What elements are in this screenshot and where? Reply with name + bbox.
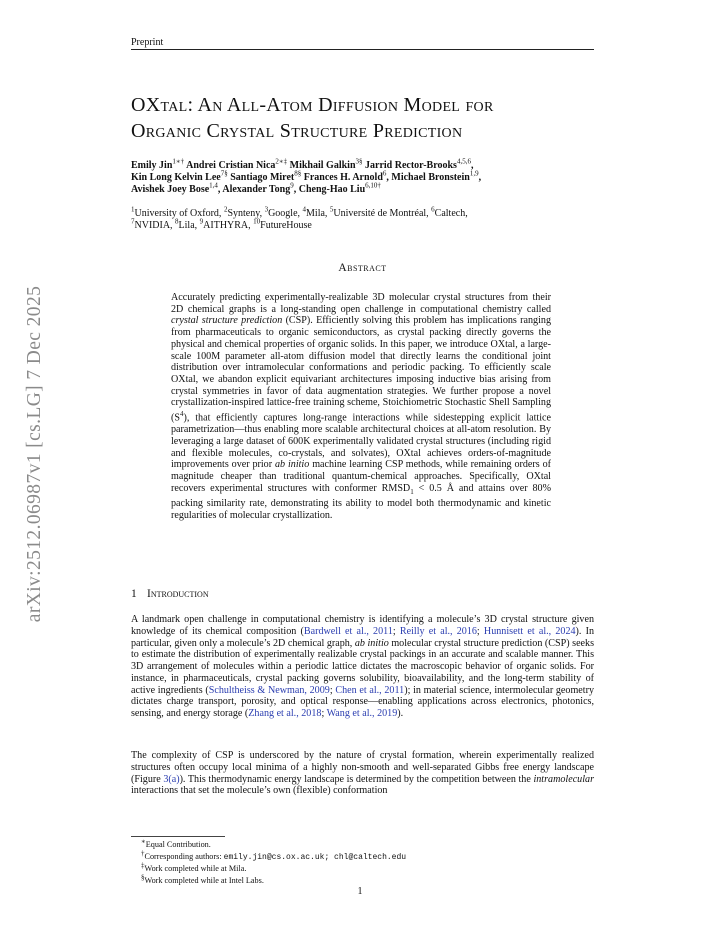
- affil-name: Google,: [268, 208, 303, 219]
- footnote-text: Work completed while at Intel Labs.: [144, 875, 264, 885]
- author-name: Mikhail Galkin: [287, 160, 356, 171]
- author-name: Kin Long Kelvin Lee: [131, 172, 221, 183]
- author-name: Frances H. Arnold: [301, 172, 383, 183]
- footnote-intel: [141, 875, 591, 887]
- affil-name: NVIDIA,: [134, 220, 176, 231]
- author-name: Emily Jin: [131, 160, 173, 171]
- section-heading-introduction: [131, 588, 209, 600]
- citation-link[interactable]: Schultheiss & Newman, 2009: [208, 684, 330, 696]
- citation-link[interactable]: Wang et al., 2019: [326, 708, 398, 719]
- paragraph-text: The complexity of CSP is underscored by the nature of crystal formation, wherein experimentally realized structures often occupy local minima of a highly non-smooth and well-separated Gibbs free energy landscape (Figure: [131, 750, 594, 785]
- author-affil-mark: 7§: [220, 169, 228, 178]
- citation-link[interactable]: Reilly et al., 2016: [399, 625, 477, 637]
- paragraph-emphasis: intramolecular: [533, 773, 594, 785]
- author-affil-mark: 2∗‡: [275, 157, 288, 166]
- intro-paragraph-1: [131, 614, 594, 720]
- abstract-emphasis: crystal structure prediction: [171, 315, 283, 327]
- paragraph-text: interactions that set the molecule’s own (flexible) conformation: [131, 785, 388, 797]
- affil-number: 3: [264, 205, 269, 214]
- affil-number: 9: [199, 217, 204, 226]
- arxiv-stamp[interactable]: [22, 265, 48, 643]
- citation-link[interactable]: Chen et al., 2011: [335, 684, 405, 696]
- affil-number: 1: [131, 205, 135, 214]
- author-line-2: Kin Long Kelvin Lee$^{7\S}$ Santiago Miret$^{8\S}$ Frances H. Arnold$^6$, Michael Bronstein$^{1,9}$,: [131, 169, 482, 183]
- paragraph-text: ). In particular, given only a molecule’s 2D chemical graph,: [131, 625, 595, 649]
- footnote-equal-contribution: [141, 839, 591, 851]
- footnote-corresponding: [141, 848, 591, 864]
- affiliation-line-2: [131, 217, 601, 232]
- affil-name: Lila,: [178, 220, 200, 231]
- author-line-3: [131, 181, 601, 196]
- author-affil-mark: 1∗†: [172, 157, 185, 166]
- author-name: Jarrid Rector-Brooks: [362, 160, 457, 171]
- author-affil-mark: 3§: [355, 157, 363, 166]
- author-name: , Michael Bronstein: [386, 172, 470, 183]
- figure-reference-link[interactable]: 3(a): [163, 773, 180, 785]
- abstract-text: [171, 292, 551, 522]
- abstract-subscript: 1: [410, 487, 414, 496]
- citation-separator: ;: [392, 625, 400, 637]
- header-rule: [131, 49, 594, 50]
- footnote-mark: ‡: [141, 861, 145, 870]
- email-addresses[interactable]: emily.jin@cs.ox.ac.uk; chl@caltech.edu: [223, 852, 407, 862]
- intro-paragraph-2: [131, 750, 594, 797]
- abstract-superscript: 4: [179, 410, 184, 419]
- abstract-part: machine learning CSP methods, while remaining orders of magnitude cheaper than traditional quantum-chemical approaches. Specifically, OXtal recovers experimental structures with conformer RMSD: [171, 459, 551, 494]
- paragraph-emphasis: ab initio: [354, 637, 389, 649]
- footnote-text: Corresponding authors:: [144, 851, 224, 861]
- abstract-emphasis: ab initio: [274, 459, 310, 471]
- affiliations: [131, 205, 601, 232]
- footnote-mark: †: [141, 848, 145, 857]
- author-affil-mark: 1,9: [469, 169, 479, 178]
- paragraph-text: molecular crystal structure prediction (CSP) seeks to estimate the distribution of experimentally realizable crystal packings in an accurate and scalable manner. This 3D arrangement of molecules within a periodic lattice dictates the macroscopic behavior of organic solids. For instance, in pharmaceuticals, crystal packing governs solubility, bioavailability, and the long-term stability of active ingredients (: [131, 637, 594, 696]
- citation-separator: ;: [329, 684, 336, 696]
- author-name: Andrei Cristian Nica: [184, 160, 276, 171]
- author-affil-mark: 1,4: [209, 181, 218, 190]
- paragraph-text: ); in material science, intermolecular geometry dictates charge transport, porosity, and optical response—enabling applications across electronics, photonics, sensing, and energy storage (: [131, 684, 595, 719]
- footnote-mila: [141, 863, 591, 875]
- author-list: [131, 157, 601, 196]
- paper-title: [131, 92, 611, 144]
- footnotes: [141, 839, 591, 886]
- citation-link[interactable]: Bardwell et al., 2011: [303, 625, 393, 637]
- abstract-part: Accurately predicting experimentally-realizable 3D molecular crystal structures from their 2D chemical graphs is a long-standing open challenge in computational chemistry called: [171, 292, 551, 315]
- paragraph-text: ).: [397, 708, 404, 719]
- paragraph-text: ). This thermodynamic energy landscape is determined by the competition between the: [179, 773, 534, 785]
- abstract-part: ), that efficiently captures long-range interactions while sidestepping explicit lattice parametrization—thus enabling more scalable architectural choices at all-atom resolution. By leveraging a large dataset of 600K experimentally validated crystal structures (including rigid and flexible molecules, co-crystals, and solvates), OXtal achieves orders-of-magnitude improvements over prior: [171, 412, 551, 471]
- footnote-text: Equal Contribution.: [145, 840, 211, 849]
- citation-link[interactable]: Zhang et al., 2018: [248, 708, 322, 719]
- affil-number: 6: [431, 205, 435, 214]
- abstract-part: (CSP). Efficiently solving this problem has implications ranging from pharmaceuticals to organic semiconductors, as crystal packing directly governs the physical and chemical properties of organic solids. In this paper, we introduce OXtal, a large-scale 100M parameter all-atom diffusion model that directly learns the conditional joint distribution over intramolecular conformations and periodic packing. To efficiently scale OXtal, we abandon explicit equivariant architectures imposing inductive bias arising from crystal symmetries in favor of data augmentation strategies. We further propose a novel crystallization-inspired lattice-free training scheme, Stoichiometric Stochastic Shell Sampling (S: [171, 315, 551, 424]
- paragraph-text: A landmark open challenge in computational chemistry is identifying a molecule’s 3D crystal structure given knowledge of its chemical composition (: [131, 614, 594, 637]
- affil-number: 4: [302, 205, 307, 214]
- author-line-1: Emily Jin$^{1∗\dagger}$ Andrei Cristian Nica$^{2∗\ddagger}$ Mikhail Galkin$^{3\S}$ Jarrid Rector-Brooks$^{4,5,6}$,: [131, 157, 474, 171]
- affil-number: 7: [131, 217, 135, 226]
- affil-number: 8: [175, 217, 179, 226]
- page-number: 1: [357, 886, 363, 897]
- arxiv-stamp-text[interactable]: arXiv:2512.06987v1 [cs.LG] 7 Dec 2025: [24, 285, 45, 623]
- affil-name: Université de Montréal,: [333, 208, 432, 219]
- footnote-mark: §: [141, 873, 145, 882]
- author-name: , Alexander Tong: [217, 184, 291, 195]
- title-line-2: Organic Crystal Structure Prediction: [131, 120, 463, 142]
- citation-separator: ;: [321, 708, 327, 719]
- affil-name: AITHYRA,: [203, 220, 254, 231]
- affil-name: University of Oxford,: [134, 208, 224, 219]
- citation-separator: ;: [476, 625, 484, 637]
- abstract-heading: Abstract: [338, 262, 387, 274]
- section-number: 1: [131, 588, 137, 600]
- abstract-part: < 0.5 Å and attains over 80% packing similarity rate, demonstrating its ability to model both thermodynamic and kinetic regularities of molecular crystallization.: [171, 482, 551, 522]
- affil-name: Synteny,: [227, 208, 265, 219]
- author-name: , Cheng-Hao Liu: [293, 184, 366, 195]
- section-title: Introduction: [147, 588, 209, 600]
- title-line-1: OXtal: An All-Atom Diffusion Model for: [131, 94, 494, 116]
- author-name: Avishek Joey Bose: [131, 184, 210, 195]
- affil-name: FutureHouse: [260, 220, 312, 231]
- affil-name: Mila,: [306, 208, 330, 219]
- affil-name: Caltech,: [434, 208, 468, 219]
- running-header: Preprint: [131, 37, 164, 48]
- author-affil-mark: 6: [382, 169, 387, 178]
- affil-number: 10: [253, 217, 261, 226]
- author-affil-mark: 8§: [294, 169, 302, 178]
- affil-number: 2: [223, 205, 228, 214]
- footnote-mark: ∗: [141, 837, 146, 846]
- author-affil-mark: 4,5,6: [456, 157, 471, 166]
- author-affil-mark: 9: [290, 181, 294, 190]
- footnote-text: Work completed while at Mila.: [144, 864, 247, 874]
- affil-number: 5: [329, 205, 334, 214]
- author-affil-mark: 6,10†: [365, 181, 381, 190]
- author-name: Santiago Miret: [227, 172, 295, 183]
- citation-link[interactable]: Hunnisett et al., 2024: [483, 625, 576, 637]
